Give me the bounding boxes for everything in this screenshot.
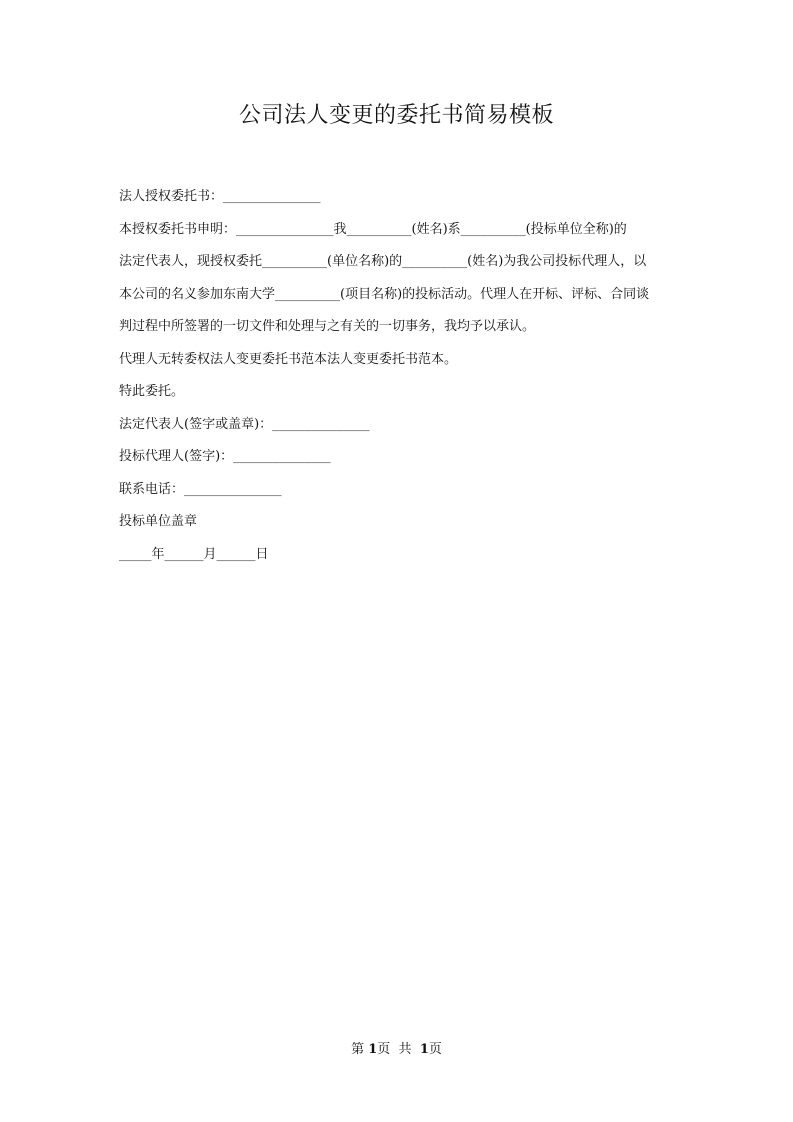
line-text: 法定代表人，现授权委托__________(单位名称)的__________(姓名)为我公司投标代理人，以 (119, 254, 647, 269)
line-text: 投标单位盖章 (119, 514, 198, 529)
document-line (119, 344, 679, 377)
document-title: 公司法人变更的委托书简易模板 (238, 103, 554, 128)
line-text: 特此委托。 (119, 384, 185, 399)
document-line (119, 441, 679, 474)
document-line (119, 279, 679, 312)
line-text: 法定代表人(签字或盖章)：_______________ (119, 416, 370, 432)
document-line (119, 474, 679, 507)
line-text: 代理人无转委权法人变更委托书范本法人变更委托书范本。 (119, 351, 458, 367)
line-text: 判过程中所签署的一切文件和处理与之有关的一切事务，我均予以承认。 (119, 319, 536, 334)
page-footer (0, 1040, 793, 1060)
line-text: 法人授权委托书：_______________ (119, 189, 321, 204)
line-text: 本公司的名义参加东南大学__________(项目名称)的投标活动。代理人在开标、评标、合同谈 (119, 286, 650, 302)
line-text: _____年______月______日 (119, 546, 269, 562)
document-body (119, 181, 679, 571)
document-line (119, 181, 679, 214)
document-line (119, 409, 679, 442)
document-line (119, 539, 679, 572)
footer-middle: 页 共 (377, 1042, 420, 1057)
document-line (119, 246, 679, 279)
current-page-number: 1 (368, 1042, 378, 1057)
document-line (119, 376, 679, 409)
line-text: 联系电话：_______________ (119, 481, 282, 497)
footer-suffix: 页 (428, 1042, 442, 1057)
document-line (119, 214, 679, 247)
footer-prefix: 第 (351, 1042, 369, 1057)
line-text: 本授权委托书申明：_______________我__________(姓名)系__________(投标单位全称)的 (119, 221, 627, 237)
line-text: 投标代理人(签字)：_______________ (119, 449, 331, 464)
total-page-number: 1 (419, 1042, 429, 1057)
document-line (119, 506, 679, 539)
document-line (119, 311, 679, 344)
